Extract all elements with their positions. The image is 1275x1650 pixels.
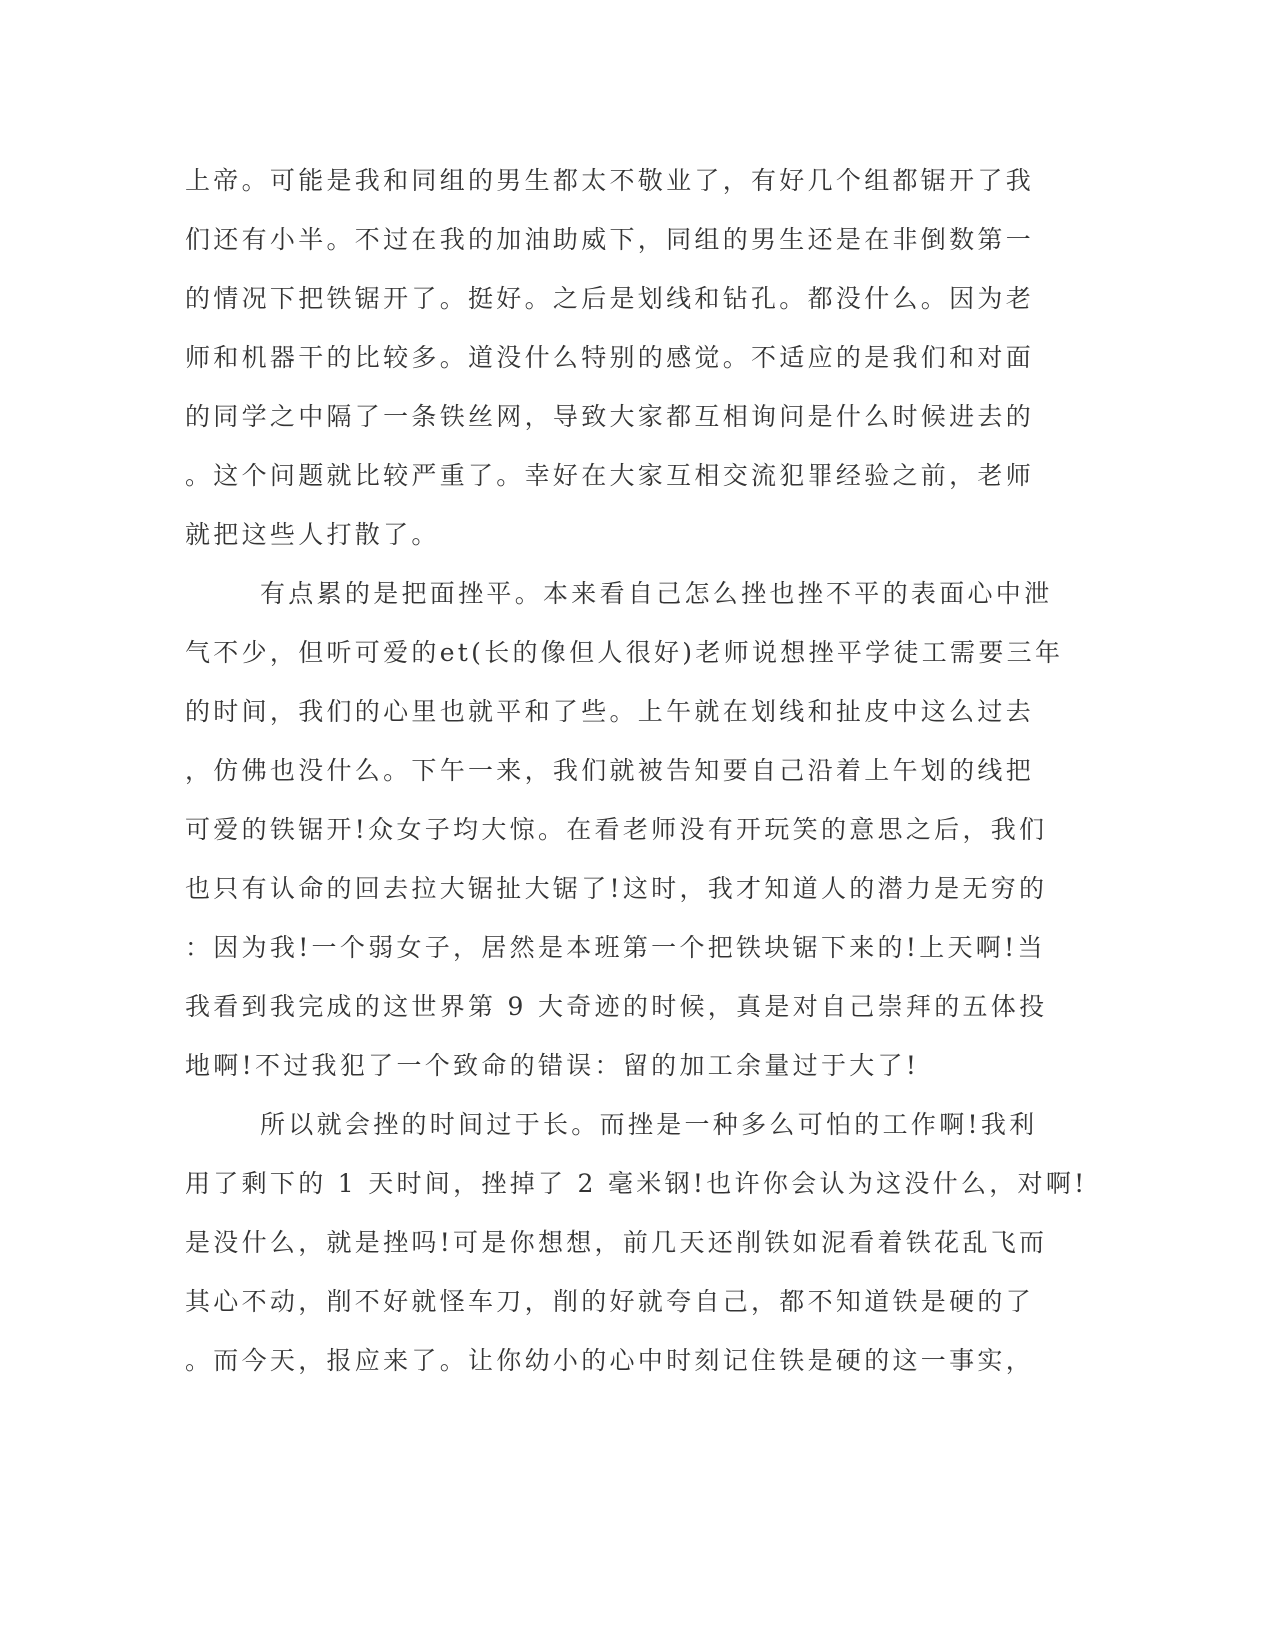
text-line: 我看到我完成的这世界第 9 大奇迹的时候，真是对自己崇拜的五体投 [185,992,1048,1021]
text-line: 其心不动，削不好就怪车刀，削的好就夸自己，都不知道铁是硬的了 [185,1287,1035,1316]
text-line: 的情况下把铁锯开了。挺好。之后是划线和钻孔。都没什么。因为老 [185,284,1035,313]
text-line: 的时间，我们的心里也就平和了些。上午就在划线和扯皮中这么过去 [185,697,1035,726]
text-line: 的同学之中隔了一条铁丝网，导致大家都互相询问是什么时候进去的 [185,402,1035,431]
text-line: 所以就会挫的时间过于长。而挫是一种多么可怕的工作啊!我利 [260,1110,1038,1139]
text-line: 就把这些人打散了。 [185,520,440,549]
text-line: ，仿佛也没什么。下午一来，我们就被告知要自己沿着上午划的线把 [185,756,1035,785]
text-line: ：因为我!一个弱女子，居然是本班第一个把铁块锯下来的!上天啊!当 [185,933,1046,962]
text-line: 师和机器干的比较多。道没什么特别的感觉。不适应的是我们和对面 [185,343,1035,372]
text-line: 是没什么，就是挫吗!可是你想想，前几天还削铁如泥看着铁花乱飞而 [185,1228,1048,1257]
text-line: 上帝。可能是我和同组的男生都太不敬业了，有好几个组都锯开了我 [185,166,1035,195]
text-line: 有点累的是把面挫平。本来看自己怎么挫也挫不平的表面心中泄 [260,579,1053,608]
text-line: 地啊!不过我犯了一个致命的错误：留的加工余量过于大了! [185,1051,920,1080]
text-line: 气不少，但听可爱的et(长的像但人很好)老师说想挫平学徒工需要三年 [185,638,1064,667]
text-line: 们还有小半。不过在我的加油助威下，同组的男生还是在非倒数第一 [185,225,1035,254]
text-line: 可爱的铁锯开!众女子均大惊。在看老师没有开玩笑的意思之后，我们 [185,815,1048,844]
text-line: 。而今天，报应来了。让你幼小的心中时刻记住铁是硬的这一事实， [185,1346,1035,1375]
text-line: 也只有认命的回去拉大锯扯大锯了!这时，我才知道人的潜力是无穷的 [185,874,1048,903]
text-line: 。这个问题就比较严重了。幸好在大家互相交流犯罪经验之前，老师 [185,461,1035,490]
text-line: 用了剩下的 1 天时间，挫掉了 2 毫米钢!也许你会认为这没什么，对啊! [185,1169,1088,1198]
